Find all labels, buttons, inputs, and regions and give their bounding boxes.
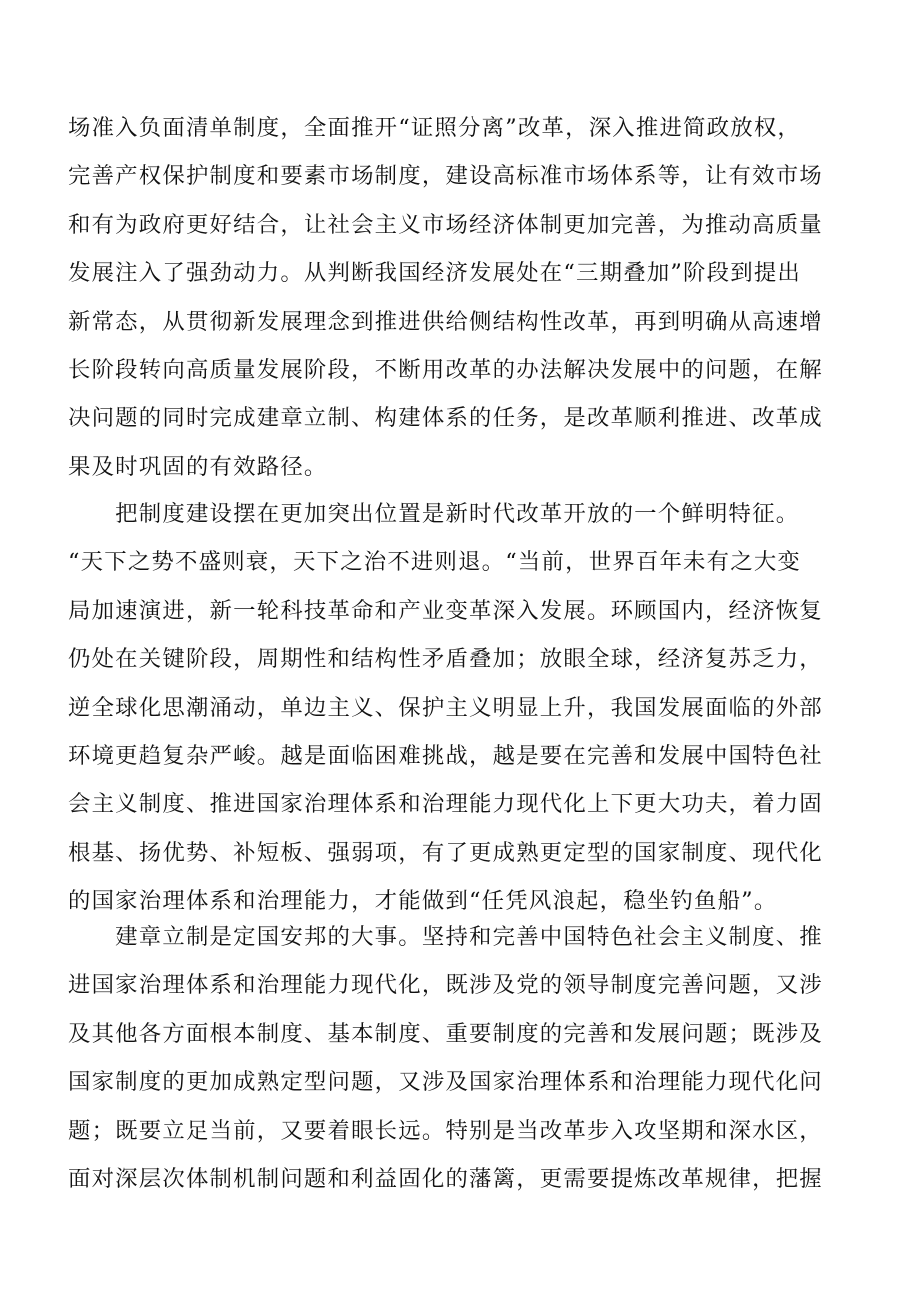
text-line: 建章立制是定国安邦的大事。坚持和完善中国特色社会主义制度、推 — [68, 924, 823, 950]
text-line: “天下之势不盛则衰，天下之治不进则退。“当前，世界百年未有之大变 — [68, 549, 802, 576]
text-line: 和有为政府更好结合，让社会主义市场经济体制更加完善，为推动高质量 — [68, 211, 823, 238]
text-line: 完善产权保护制度和要素市场制度，建设高标准市场体系等，让有效市场 — [68, 163, 823, 190]
text-line: 仍处在关键阶段，周期性和结构性矛盾叠加；放眼全球，经济复苏乏力， — [68, 646, 823, 673]
text-line: 进国家治理体系和治理能力现代化，既涉及党的领导制度完善问题，又涉 — [68, 972, 823, 999]
text-line: 逆全球化思潮涌动，单边主义、保护主义明显上升，我国发展面临的外部 — [68, 694, 823, 721]
paragraph-3 — [68, 913, 858, 1203]
paragraph-1 — [68, 104, 858, 491]
text-line: 的国家治理体系和治理能力，才能做到“任凭风浪起，稳坐钓鱼船”。 — [68, 888, 778, 915]
text-line: 把制度建设摆在更加突出位置是新时代改革开放的一个鲜明特征。 — [68, 501, 800, 527]
text-line: 长阶段转向高质量发展阶段，不断用改革的办法解决发展中的问题，在解 — [68, 356, 823, 383]
text-line: 及其他各方面根本制度、基本制度、重要制度的完善和发展问题；既涉及 — [68, 1020, 823, 1047]
text-line: 国家制度的更加成熟定型问题，又涉及国家治理体系和治理能力现代化问 — [68, 1069, 823, 1096]
text-line: 场准入负面清单制度，全面推开“证照分离”改革，深入推进简政放权， — [68, 115, 802, 141]
text-line: 果及时巩固的有效路径。 — [68, 453, 328, 480]
text-line: 环境更趋复杂严峻。越是面临困难挑战，越是要在完善和发展中国特色社 — [68, 742, 823, 769]
text-line: 根基、扬优势、补短板、强弱项，有了更成熟更定型的国家制度、现代化 — [68, 839, 823, 866]
paragraph-2 — [68, 490, 858, 926]
text-line: 会主义制度、推进国家治理体系和治理能力现代化上下更大功夫，着力固 — [68, 791, 823, 818]
text-line: 题；既要立足当前，又要着眼长远。特别是当改革步入攻坚期和深水区， — [68, 1117, 823, 1144]
text-line: 面对深层次体制机制问题和利益固化的藩篱，更需要提炼改革规律，把握 — [68, 1165, 823, 1192]
text-line: 局加速演进，新一轮科技革命和产业变革深入发展。环顾国内，经济恢复 — [68, 597, 823, 624]
text-line: 发展注入了强劲动力。从判断我国经济发展处在“三期叠加”阶段到提出 — [68, 260, 802, 287]
text-line: 决问题的同时完成建章立制、构建体系的任务，是改革顺利推进、改革成 — [68, 405, 823, 432]
text-line: 新常态，从贯彻新发展理念到推进供给侧结构性改革，再到明确从高速增 — [68, 308, 823, 335]
